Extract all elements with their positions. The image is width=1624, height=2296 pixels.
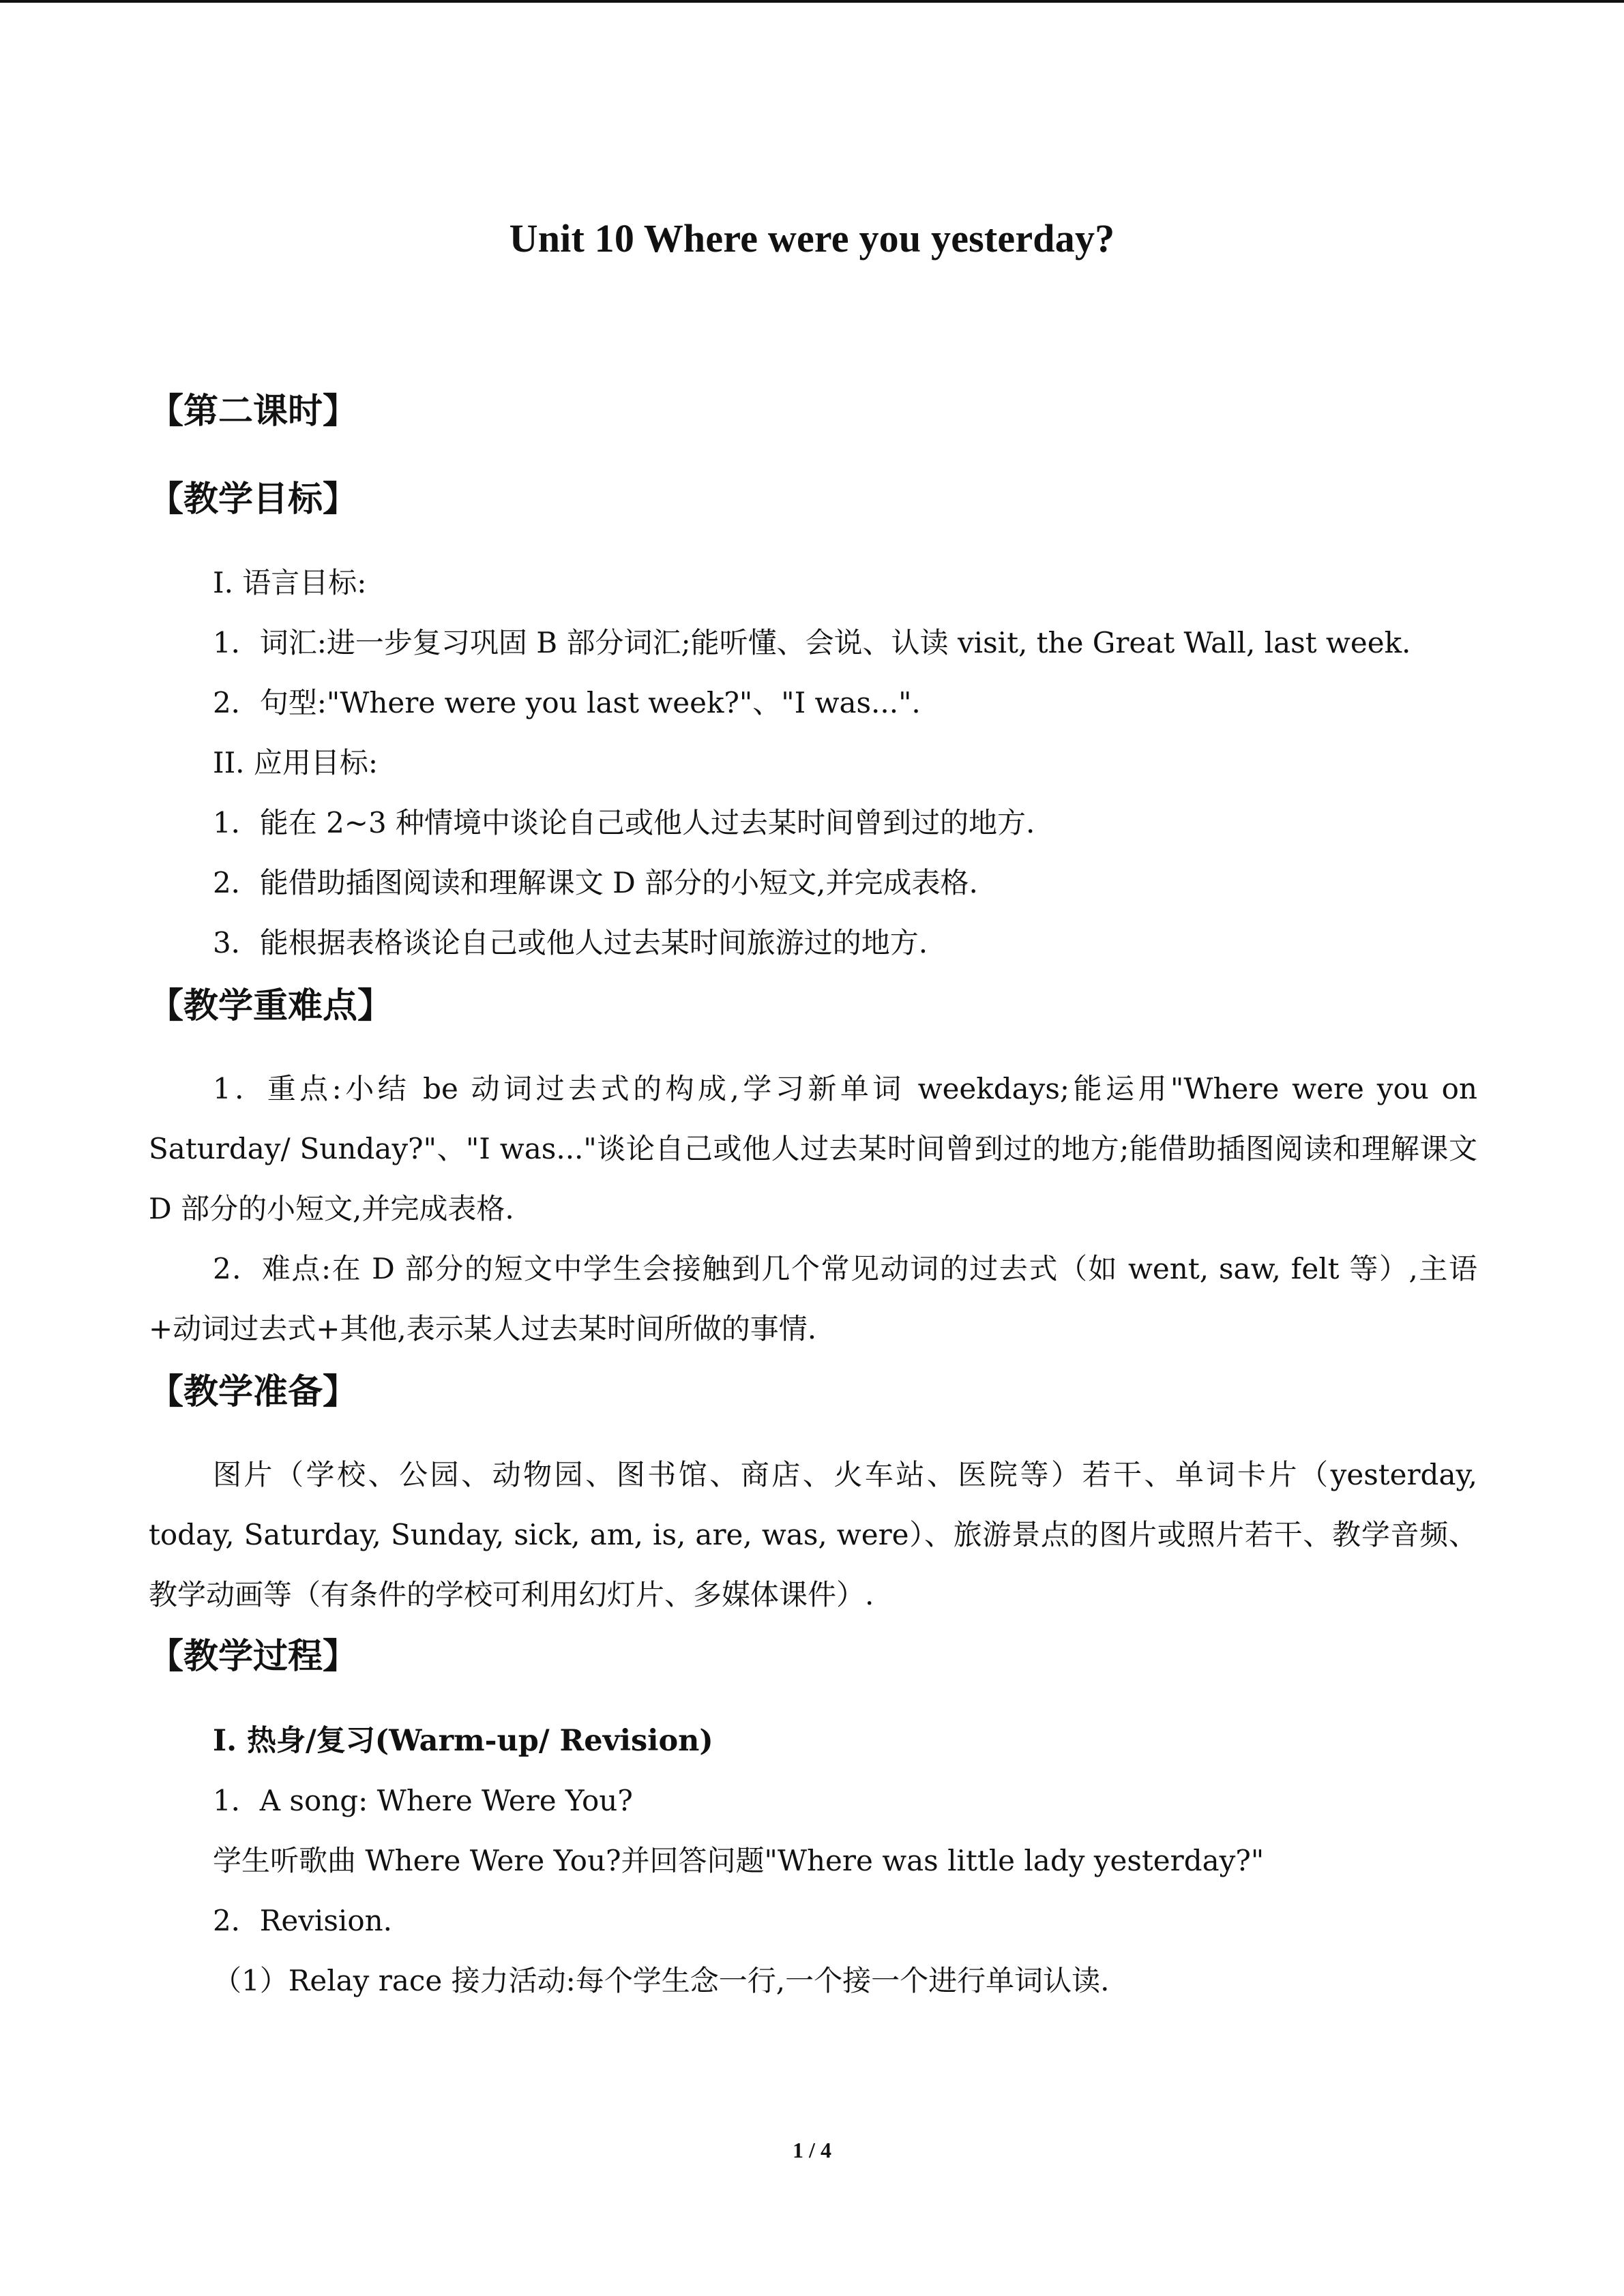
key-point-paragraph: 1．重点:小结 be 动词过去式的构成,学习新单词 weekdays;能运用"Where were you on Saturday/ Sunday?"、"I was..."谈论自己或他人过去某时间曾到过的地方;能借助插图阅读和理解课文 D 部分的小短文,并完成表格. [149,1072,1477,1225]
process-heading: 【教学过程】 [149,1637,358,1677]
objective-item: 3．能根据表格谈论自己或他人过去某时间旅游过的地方. [213,926,928,959]
objective-item: 2．能借助插图阅读和理解课文 D 部分的小短文,并完成表格. [213,866,978,899]
warmup-heading: I. 热身/复习(Warm-up/ Revision) [213,1724,713,1758]
preparation-heading: 【教学准备】 [149,1372,358,1412]
objective-item: 2．句型:"Where were you last week?"、"I was...". [213,686,921,719]
document-title: Unit 10 Where were you yesterday? [509,216,1115,260]
process-line: 1．A song: Where Were You? [213,1784,633,1817]
process-line: 2．Revision. [213,1904,393,1937]
page-top-border [0,0,1624,3]
objective-item: 1．能在 2~3 种情境中谈论自己或他人过去某时间曾到过的地方. [213,806,1035,839]
page-number: 1 / 4 [793,2138,831,2162]
difficulty-paragraph: 2．难点:在 D 部分的短文中学生会接触到几个常见动词的过去式（如 went, saw, felt 等）,主语+动词过去式+其他,表示某人过去某时间所做的事情. [149,1252,1477,1345]
preparation-paragraph: 图片（学校、公园、动物园、图书馆、商店、火车站、医院等）若干、单词卡片（yesterday, today, Saturday, Sunday, sick, am, is, are, was, were）、旅游景点的图片或照片若干、教学音频、教学动画等（有条件的学校可利用幻灯片、多媒体课件）. [149,1458,1477,1611]
process-line: 学生听歌曲 Where Were You?并回答问题"Where was little lady yesterday?" [213,1844,1265,1877]
application-objectives-heading: II. 应用目标: [213,746,379,779]
key-points-heading: 【教学重难点】 [149,986,393,1026]
objectives-heading: 【教学目标】 [149,479,358,520]
language-objectives-heading: I. 语言目标: [213,566,367,599]
lesson-heading: 【第二课时】 [149,391,358,432]
process-line: （1）Relay race 接力活动:每个学生念一行,一个接一个进行单词认读. [213,1964,1110,1997]
objective-item: 1．词汇:进一步复习巩固 B 部分词汇;能听懂、会说、认读 visit, the Great Wall, last week. [213,626,1411,659]
